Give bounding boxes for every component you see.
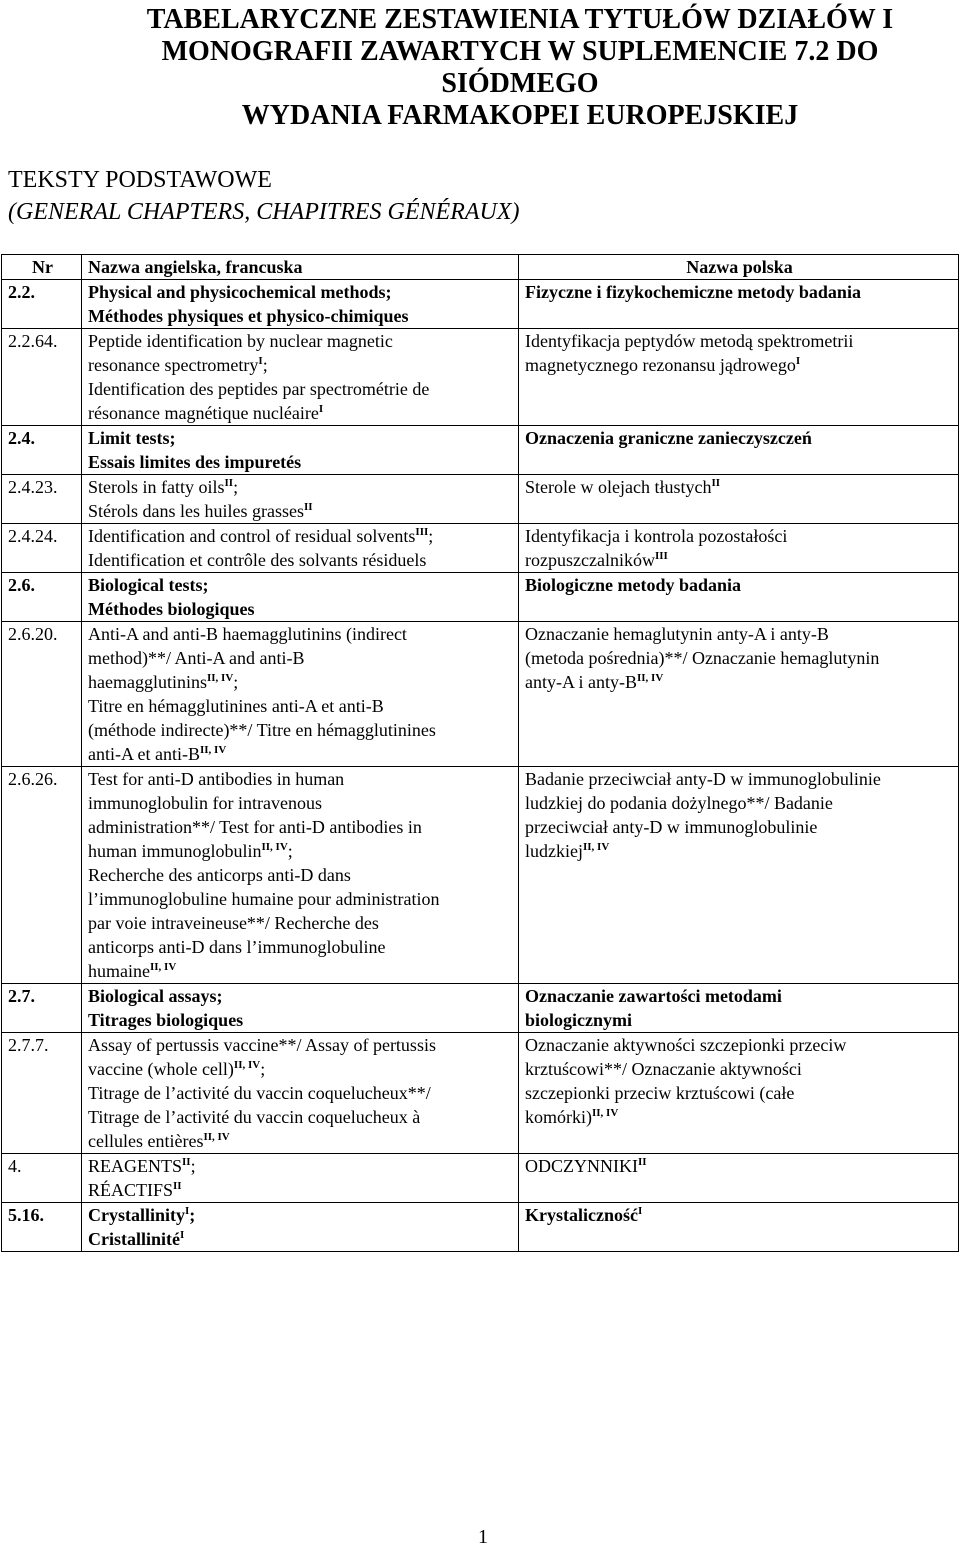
page-number: 1 [478, 1526, 488, 1548]
polish-title-text: komórki) [525, 1107, 592, 1127]
english-title-text: haemagglutinins [88, 672, 207, 692]
polish-title-line [525, 1203, 954, 1227]
french-title-text: RÉACTIFS [88, 1180, 174, 1200]
separator: ; [233, 477, 239, 497]
polish-title-text: rozpuszczalników [525, 550, 655, 570]
table-row [2, 426, 959, 475]
footnote-marker: III [415, 526, 429, 538]
polish-title-line: biologicznymi [525, 1010, 632, 1030]
title-line-3: WYDANIA FARMAKOPEI EUROPEJSKIEJ [241, 100, 799, 131]
footnote-marker: II [711, 477, 721, 489]
footnote-marker: II, IV [149, 961, 177, 973]
row-english-french [82, 622, 519, 767]
row-number: 2.7.7. [2, 1033, 82, 1154]
french-title-line [88, 1129, 514, 1153]
french-title-text: anti-A et anti-B [88, 744, 200, 764]
footnote-marker: II, IV [582, 841, 610, 853]
polish-title-text: Sterole w olejach tłustych [525, 477, 712, 497]
polish-title-text: anty-A i anty-B [525, 672, 637, 692]
separator: ; [428, 526, 434, 546]
separator: ; [260, 1059, 266, 1079]
english-title-text: Crystallinity [88, 1205, 185, 1225]
polish-title: Biologiczne metody badania [525, 575, 742, 595]
polish-title-text: ludzkiej [525, 841, 583, 861]
english-title-line: Anti-A and anti-B haemagglutinins (indirect [88, 624, 407, 644]
english-title-line: immunoglobulin for intravenous [88, 793, 322, 813]
polish-title: Fizyczne i fizykochemiczne metody badania [525, 282, 861, 302]
header-polish: Nazwa polska [519, 255, 959, 280]
polish-title-line: Badanie przeciwciał anty-D w immunoglobulinie [525, 769, 881, 789]
table-header-row [2, 255, 959, 280]
french-title-line: Identification des peptides par spectrométrie de [88, 379, 430, 399]
row-number: 5.16. [2, 1203, 82, 1252]
row-number: 2.6.20. [2, 622, 82, 767]
footnote-marker: II, IV [261, 841, 288, 853]
separator: ; [190, 1156, 196, 1176]
english-title-line [88, 1203, 514, 1227]
row-polish [519, 1154, 959, 1203]
footnote-marker: I [318, 403, 324, 415]
french-title: Méthodes biologiques [88, 599, 255, 619]
row-number: 2.4. [2, 426, 82, 475]
row-polish [519, 767, 959, 984]
footnote-marker: II [224, 477, 234, 489]
english-title-line [88, 670, 514, 694]
footnote-marker: II, IV [199, 744, 227, 756]
english-title: Biological assays; [88, 986, 223, 1006]
polish-title-line [525, 548, 954, 572]
row-polish [519, 622, 959, 767]
french-title-text: humaine [88, 961, 150, 981]
row-english-french [82, 1033, 519, 1154]
english-title-text: vaccine (whole cell) [88, 1059, 234, 1079]
french-title: Méthodes physiques et physico-chimiques [88, 306, 409, 326]
header-nr: Nr [2, 255, 82, 280]
english-title-text: resonance spectrometry [88, 355, 259, 375]
polish-title-line: przeciwciał anty-D w immunoglobulinie [525, 817, 818, 837]
polish-title-line [525, 1154, 954, 1178]
english-title-line [88, 353, 514, 377]
polish-title-line: Oznaczanie zawartości metodami [525, 986, 782, 1006]
polish-title-line: Oznaczanie aktywności szczepionki przeciw [525, 1035, 847, 1055]
footnote-marker: II, IV [203, 1131, 230, 1143]
table-row [2, 475, 959, 524]
section-heading: TEKSTY PODSTAWOWE [8, 167, 272, 193]
french-title-line [88, 401, 514, 425]
title-line-1: TABELARYCZNE ZESTAWIENIA TYTUŁÓW DZIAŁÓW I [146, 4, 894, 35]
english-title-text: REAGENTS [88, 1156, 182, 1176]
row-polish [519, 426, 959, 475]
polish-title-line: krztuścowi**/ Oznaczanie aktywności [525, 1059, 802, 1079]
title-line-2: MONOGRAFII ZAWARTYCH W SUPLEMENCIE 7.2 DO SIÓDMEGO [161, 36, 879, 99]
polish-title-line [525, 1105, 954, 1129]
table-row [2, 573, 959, 622]
french-title-text: cellules entières [88, 1131, 204, 1151]
french-title-text: résonance magnétique nucléaire [88, 403, 319, 423]
row-number: 2.2. [2, 280, 82, 329]
polish-title-text: magnetycznego rezonansu jądrowego [525, 355, 796, 375]
row-english-french [82, 329, 519, 426]
polish-title-text: Krystaliczność [525, 1205, 638, 1225]
polish-title-line [525, 839, 954, 863]
row-number: 2.2.64. [2, 329, 82, 426]
french-title-line: (méthode indirecte)**/ Titre en hémagglutinines [88, 720, 436, 740]
row-polish [519, 1033, 959, 1154]
english-title-line: method)**/ Anti-A and anti-B [88, 648, 305, 668]
chapters-table [1, 254, 959, 1252]
row-polish [519, 573, 959, 622]
english-title-line: Peptide identification by nuclear magnetic [88, 331, 393, 351]
row-polish [519, 329, 959, 426]
footnote-marker: II, IV [206, 672, 234, 684]
row-english-french [82, 984, 519, 1033]
row-number: 2.7. [2, 984, 82, 1033]
footnote-marker: II, IV [233, 1059, 261, 1071]
separator: ; [262, 355, 268, 375]
polish-title-line: ludzkiej do podania dożylnego**/ Badanie [525, 793, 833, 813]
row-polish [519, 984, 959, 1033]
french-title-line: Titrage de l’activité du vaccin coquelucheux à [88, 1107, 421, 1127]
english-title-line [88, 475, 514, 499]
english-title: Limit tests; [88, 428, 176, 448]
french-title-line [88, 959, 514, 983]
table-row [2, 1203, 959, 1252]
footnote-marker: I [258, 355, 263, 367]
row-number: 4. [2, 1154, 82, 1203]
header-english-french: Nazwa angielska, francuska [82, 255, 519, 280]
english-title-text: Identification and control of residual solvents [88, 526, 416, 546]
row-polish [519, 1203, 959, 1252]
french-title: Essais limites des impuretés [88, 452, 302, 472]
french-title-text: Cristallinité [88, 1229, 180, 1249]
row-english-french [82, 1203, 519, 1252]
french-title-line [88, 499, 514, 523]
polish-title-text: ODCZYNNIKI [525, 1156, 638, 1176]
french-title-line: Titre en hémagglutinines anti-A et anti-B [88, 696, 384, 716]
row-number: 2.4.24. [2, 524, 82, 573]
french-title-line: l’immunoglobuline humaine pour administration [88, 889, 440, 909]
row-english-french [82, 524, 519, 573]
english-title-text: human immunoglobulin [88, 841, 262, 861]
footnote-marker: II, IV [592, 1107, 619, 1119]
french-title-line [88, 1178, 514, 1202]
polish-title: Oznaczenia graniczne zanieczyszczeń [525, 428, 812, 448]
footnote-marker: I [185, 1205, 190, 1217]
french-title-line: Titrage de l’activité du vaccin coquelucheux**/ [88, 1083, 431, 1103]
table-row [2, 767, 959, 984]
table-row [2, 280, 959, 329]
row-english-french [82, 280, 519, 329]
polish-title-line: Identyfikacja i kontrola pozostałości [525, 526, 788, 546]
footnote-marker: II [173, 1180, 182, 1192]
french-title-line [88, 742, 514, 766]
row-english-french [82, 475, 519, 524]
english-title-text: Sterols in fatty oils [88, 477, 225, 497]
row-english-french [82, 767, 519, 984]
footnote-marker: II [637, 1156, 647, 1168]
table-row [2, 984, 959, 1033]
footnote-marker: I [180, 1229, 185, 1241]
row-number: 2.6. [2, 573, 82, 622]
footnote-marker: I [795, 355, 801, 367]
separator: ; [287, 841, 293, 861]
english-title-line [88, 524, 514, 548]
document-title [90, 4, 950, 132]
polish-title-line: Oznaczanie hemaglutynin anty-A i anty-B [525, 624, 829, 644]
separator: ; [189, 1205, 196, 1225]
table-row [2, 329, 959, 426]
polish-title-line: Identyfikacja peptydów metodą spektrometrii [525, 331, 854, 351]
polish-title-line [525, 475, 954, 499]
row-number: 2.6.26. [2, 767, 82, 984]
english-title-line [88, 1057, 514, 1081]
footnote-marker: II [303, 501, 313, 513]
french-title: Titrages biologiques [88, 1010, 244, 1030]
row-english-french [82, 1154, 519, 1203]
english-title-line [88, 839, 514, 863]
polish-title-line: (metoda pośrednia)**/ Oznaczanie hemaglutynin [525, 648, 880, 668]
table-row [2, 1154, 959, 1203]
row-polish [519, 475, 959, 524]
section-header [8, 164, 520, 228]
french-title-line: Identification et contrôle des solvants résiduels [88, 550, 427, 570]
english-title: Physical and physicochemical methods; [88, 282, 392, 302]
table-row [2, 524, 959, 573]
polish-title-line [525, 670, 954, 694]
french-title-line: par voie intraveineuse**/ Recherche des [88, 913, 379, 933]
row-number: 2.4.23. [2, 475, 82, 524]
french-title-text: Stérols dans les huiles grasses [88, 501, 304, 521]
table-row [2, 622, 959, 767]
english-title: Biological tests; [88, 575, 209, 595]
english-title-line [88, 1154, 514, 1178]
french-title-line [88, 1227, 514, 1251]
row-polish [519, 524, 959, 573]
separator: ; [233, 672, 239, 692]
french-title-line: Recherche des anticorps anti-D dans [88, 865, 351, 885]
english-title-line: Test for anti-D antibodies in human [88, 769, 345, 789]
english-title-line: administration**/ Test for anti-D antibodies in [88, 817, 422, 837]
polish-title-line [525, 353, 954, 377]
footnote-marker: III [654, 550, 668, 562]
row-polish [519, 280, 959, 329]
footnote-marker: I [637, 1205, 643, 1217]
section-subheading: (GENERAL CHAPTERS, CHAPITRES GÉNÉRAUX) [8, 199, 520, 225]
french-title-line: anticorps anti-D dans l’immunoglobuline [88, 937, 386, 957]
english-title-line: Assay of pertussis vaccine**/ Assay of pertussis [88, 1035, 436, 1055]
table-row [2, 1033, 959, 1154]
row-english-french [82, 573, 519, 622]
footnote-marker: II [182, 1156, 191, 1168]
polish-title-line: szczepionki przeciw krztuścowi (całe [525, 1083, 795, 1103]
footnote-marker: II, IV [636, 672, 664, 684]
row-english-french [82, 426, 519, 475]
